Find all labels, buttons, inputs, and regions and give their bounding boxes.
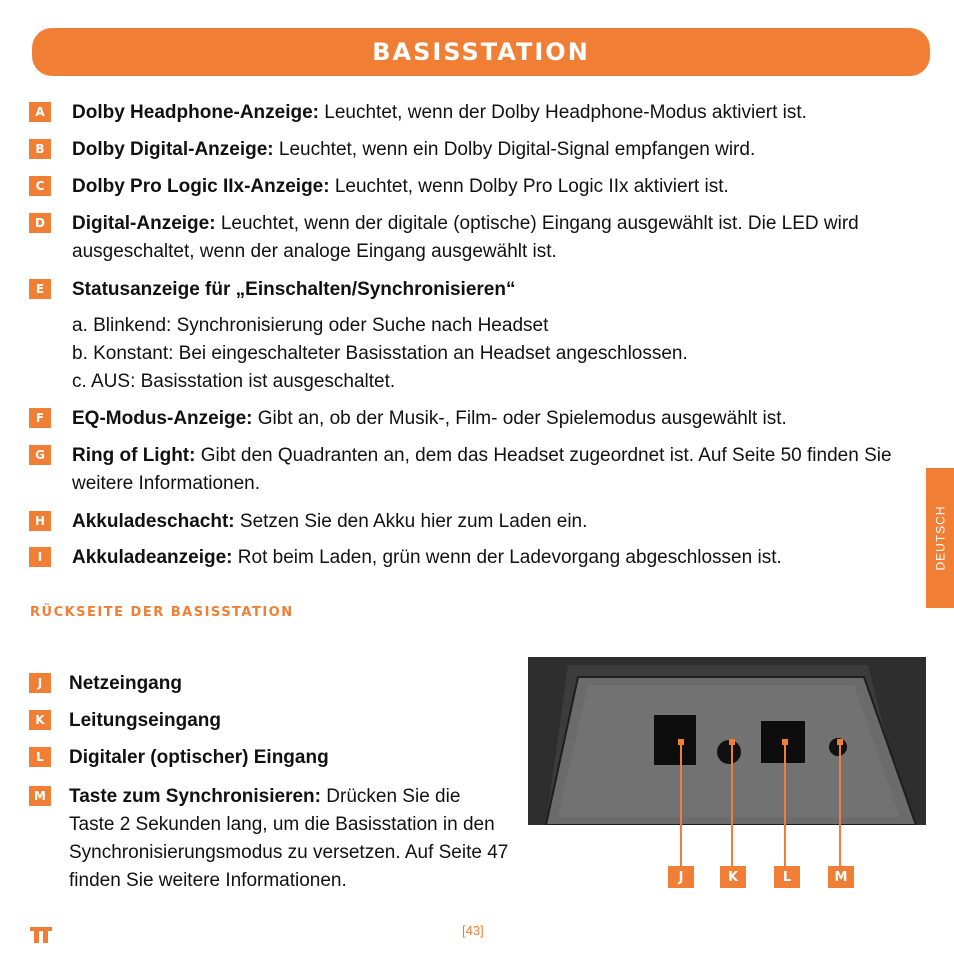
item-term: EQ-Modus-Anzeige: <box>72 408 253 429</box>
letter-badge: L <box>29 747 51 767</box>
item-desc: Leuchtet, wenn ein Dolby Digital-Signal empfangen wird. <box>273 139 756 160</box>
item-term: Akkuladeschacht: <box>72 511 235 532</box>
letter-badge: B <box>29 139 51 159</box>
item-term: Statusanzeige für „Einschalten/Synchronisieren“ <box>72 279 516 300</box>
item-term: Dolby Pro Logic IIx-Anzeige: <box>72 176 330 197</box>
section-title: RÜCKSEITE DER BASISSTATION <box>30 605 294 620</box>
page-title: BASISSTATION <box>372 38 590 66</box>
item-desc: Leuchtet, wenn der Dolby Headphone-Modus aktiviert ist. <box>319 102 807 123</box>
callout-label: K <box>720 866 746 888</box>
item-term: Netzeingang <box>69 673 182 694</box>
item-term: Digitaler (optischer) Eingang <box>69 747 329 768</box>
item-term: Digital-Anzeige: <box>72 213 216 234</box>
item-desc: Leuchtet, wenn der digitale (optische) Eingang ausgewählt ist. Die LED wird ausgeschaltet, wenn der analoge Eingang ausgewählt ist. <box>72 213 859 262</box>
status-line: b. Konstant: Bei eingeschalteter Basisstation an Headset angeschlossen. <box>72 343 688 364</box>
callout-label: L <box>774 866 800 888</box>
language-tab-label: DEUTSCH <box>933 505 948 571</box>
item-term: Akkuladeanzeige: <box>72 547 233 568</box>
callout-label: J <box>668 866 694 888</box>
letter-badge: M <box>29 786 51 806</box>
item-term: Taste zum Synchronisieren: <box>69 786 321 807</box>
callout-label: M <box>828 866 854 888</box>
letter-badge: H <box>29 511 51 531</box>
item-desc: Gibt den Quadranten an, dem das Headset zugeordnet ist. Auf Seite 50 finden Sie weitere Informationen. <box>72 445 892 494</box>
item-desc: Leuchtet, wenn Dolby Pro Logic IIx aktiviert ist. <box>329 176 729 197</box>
item-desc: Gibt an, ob der Musik-, Film- oder Spielemodus ausgewählt ist. <box>252 408 787 429</box>
letter-badge: A <box>29 102 51 122</box>
letter-badge: D <box>29 213 51 233</box>
status-line: c. AUS: Basisstation ist ausgeschaltet. <box>72 371 396 392</box>
letter-badge: C <box>29 176 51 196</box>
item-term: Dolby Digital-Anzeige: <box>72 139 274 160</box>
letter-badge: K <box>29 710 51 730</box>
item-desc: Setzen Sie den Akku hier zum Laden ein. <box>234 511 588 532</box>
letter-badge: J <box>29 673 51 693</box>
item-term: Leitungseingang <box>69 710 221 731</box>
letter-badge: E <box>29 279 51 299</box>
letter-badge: G <box>29 445 51 465</box>
item-term: Dolby Headphone-Anzeige: <box>72 102 320 123</box>
item-desc: Rot beim Laden, grün wenn der Ladevorgang abgeschlossen ist. <box>232 547 782 568</box>
item-term: Ring of Light: <box>72 445 196 466</box>
status-line: a. Blinkend: Synchronisierung oder Suche nach Headset <box>72 315 549 336</box>
brand-logo-icon <box>30 927 52 943</box>
page-number: [43] <box>462 923 484 938</box>
letter-badge: F <box>29 408 51 428</box>
letter-badge: I <box>29 547 51 567</box>
item-desc: Drücken Sie die Taste 2 Sekunden lang, um die Basisstation in den Synchronisierungsmodus zu versetzen. Auf Seite 47 finden Sie weitere Informationen. <box>69 786 509 891</box>
